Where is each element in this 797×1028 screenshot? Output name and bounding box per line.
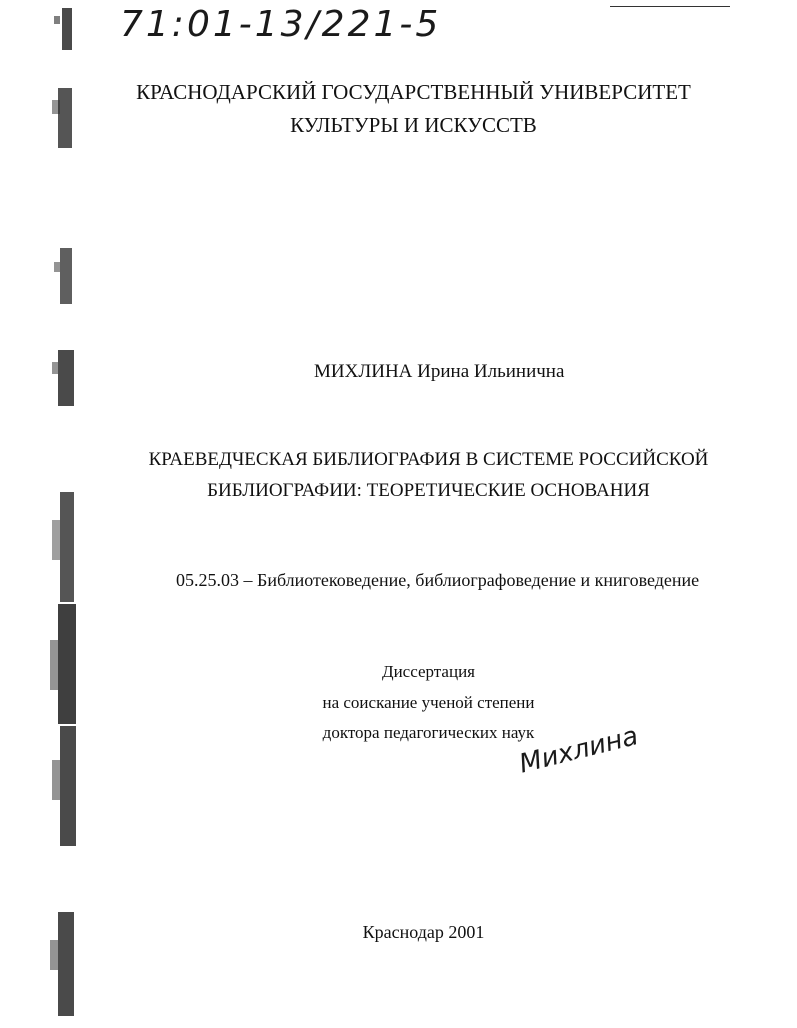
degree-line-1: Диссертация [381,662,475,681]
top-rule [610,6,730,7]
catalog-number: 71:01-13/221-5 [120,4,442,45]
degree-line-3: доктора педагогических наук [322,723,535,742]
specialty: 05.25.03 – Библиотековедение, библиографоведение и книговедение [176,570,700,590]
institution-line-1: КРАСНОДАРСКИЙ ГОСУДАРСТВЕННЫЙ УНИВЕРСИТЕТ [136,80,691,104]
signature: Михлина [516,721,642,780]
author-given-names: Ирина Ильинична [417,361,565,382]
binding-scan-marks [40,0,88,1028]
title-line-2: БИБЛИОГРАФИИ: ТЕОРЕТИЧЕСКИЕ ОСНОВАНИЯ [207,480,650,501]
author-surname: МИХЛИНА [314,361,413,382]
author [314,361,564,383]
degree-line-2: на соискание ученой степени [322,693,535,712]
institution-line-2: КУЛЬТУРЫ И ИСКУССТВ [290,113,537,137]
title-line-1: КРАЕВЕДЧЕСКАЯ БИБЛИОГРАФИЯ В СИСТЕМЕ РОССИЙСКОЙ [148,449,709,470]
place-year: Краснодар 2001 [362,922,485,942]
